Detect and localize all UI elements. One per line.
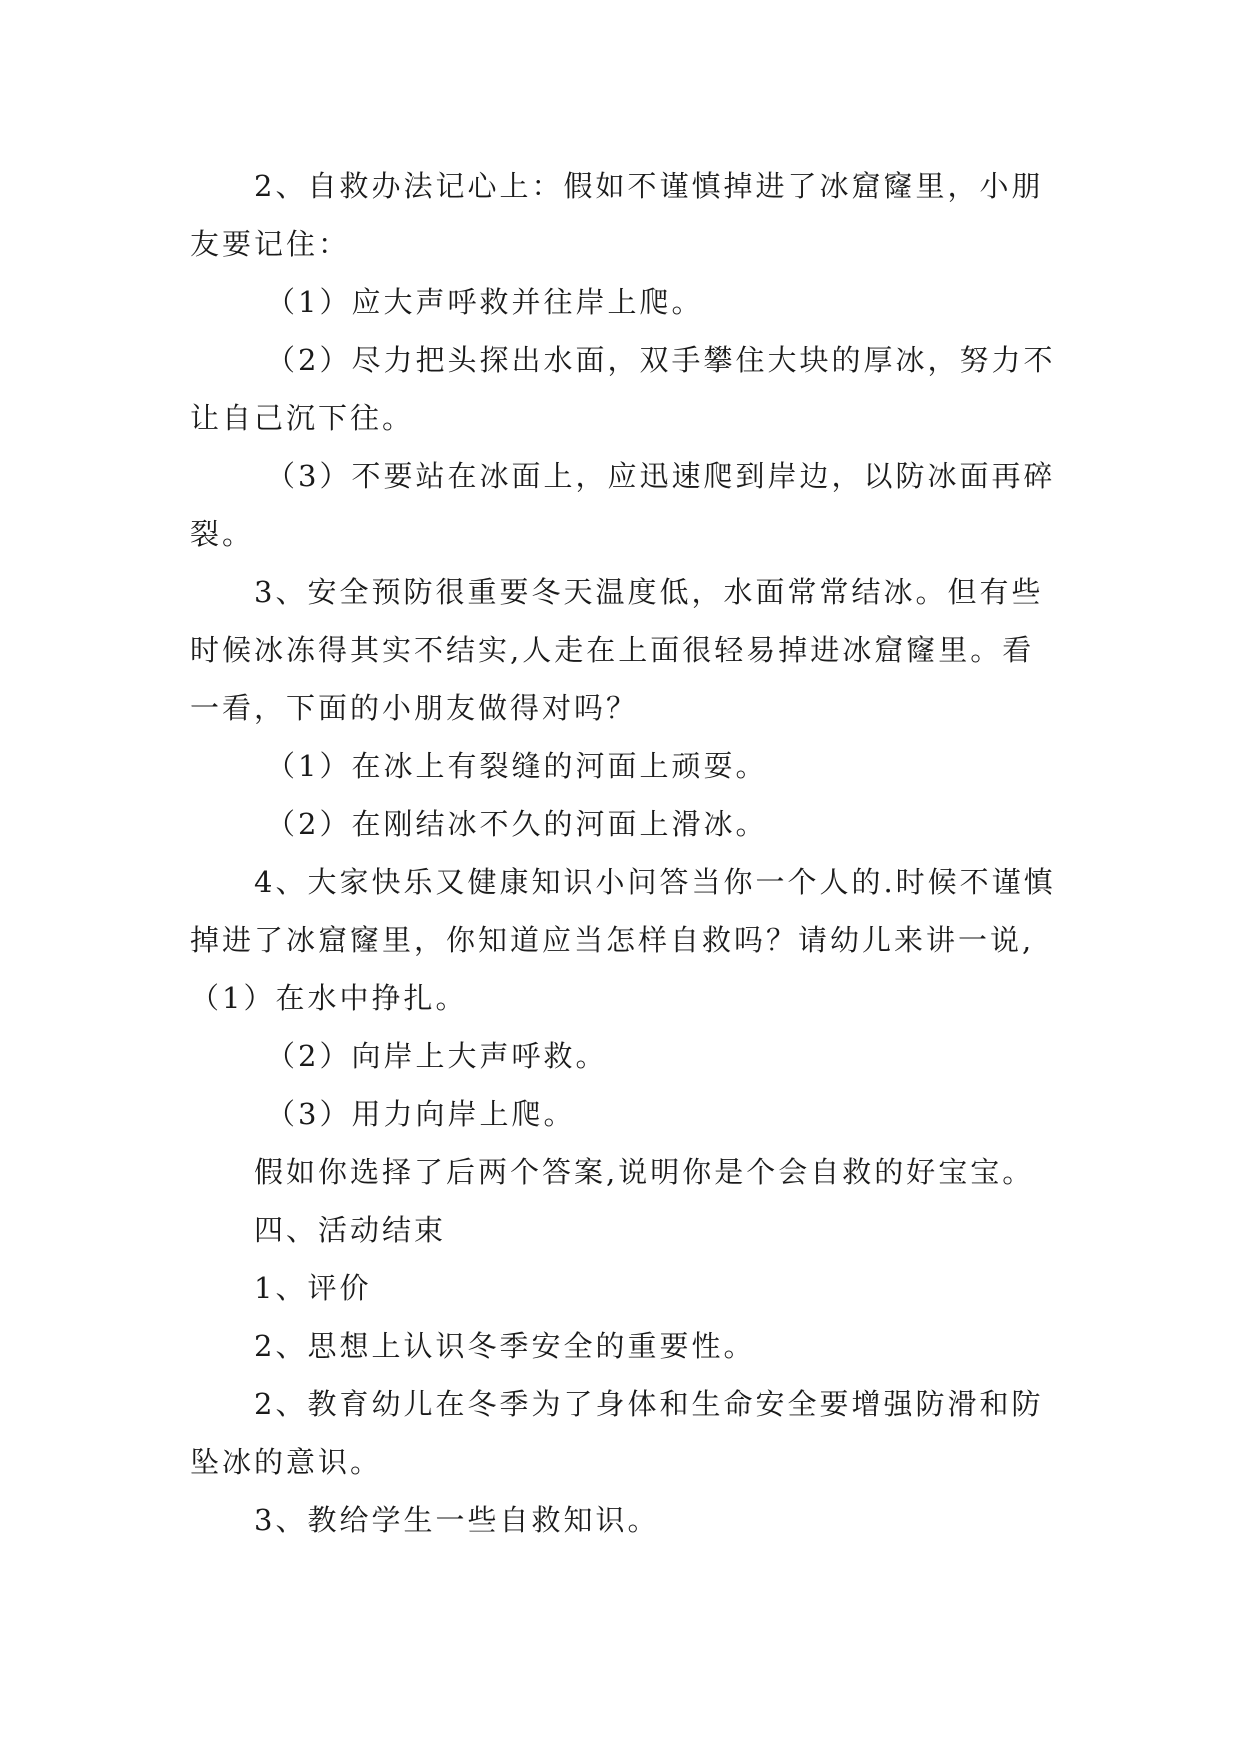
- list-item: （1）应大声呼救并往岸上爬。: [266, 285, 704, 319]
- document-body: [190, 157, 1062, 1549]
- paragraph-self-rescue-intro: 2、自救办法记心上：假如不谨慎掉进了冰窟窿里，小朋友要记住：: [190, 169, 1044, 261]
- paragraph-answer: 假如你选择了后两个答案,说明你是个会自救的好宝宝。: [254, 1155, 1035, 1189]
- list-item: 2、教育幼儿在冬季为了身体和生命安全要增强防滑和防坠冰的意识。: [190, 1387, 1044, 1479]
- list-item: （3）不要站在冰面上，应迅速爬到岸边，以防冰面再碎裂。: [190, 459, 1056, 551]
- list-item: （2）尽力把头探出水面，双手攀住大块的厚冰，努力不让自己沉下往。: [190, 343, 1056, 435]
- list-item: （2）在刚结冰不久的河面上滑冰。: [266, 807, 768, 841]
- paragraph-safety-prevention: 3、安全预防很重要冬天温度低，水面常常结冰。但有些时候冰冻得其实不结实,人走在上面很轻易掉进冰窟窿里。看一看，下面的小朋友做得对吗？: [190, 575, 1044, 725]
- section-heading-activity-end: 四、活动结束: [254, 1213, 447, 1247]
- list-item: 1、评价: [254, 1271, 372, 1305]
- list-item: 2、思想上认识冬季安全的重要性。: [254, 1329, 756, 1363]
- list-item: （1）在冰上有裂缝的河面上顽耍。: [266, 749, 768, 783]
- paragraph-quiz: 4、大家快乐又健康知识小问答当你一个人的.时候不谨慎掉进了冰窟窿里，你知道应当怎样自救吗？请幼儿来讲一说,（1）在水中挣扎。: [190, 865, 1056, 1015]
- list-item: （3）用力向岸上爬。: [266, 1097, 576, 1131]
- list-item: 3、教给学生一些自救知识。: [254, 1503, 660, 1537]
- list-item: （2）向岸上大声呼救。: [266, 1039, 608, 1073]
